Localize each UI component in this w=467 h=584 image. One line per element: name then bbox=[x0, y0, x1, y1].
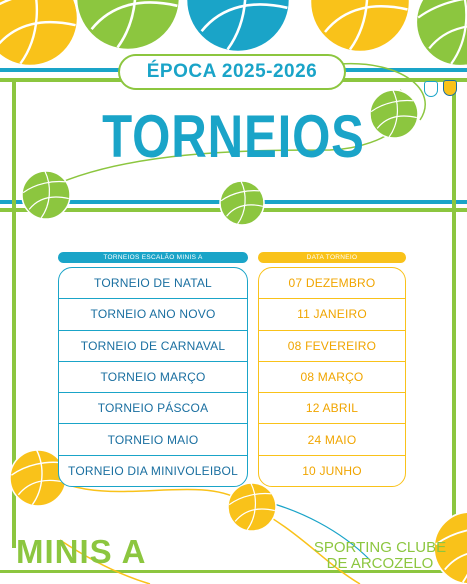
tournament-row: TORNEIO MAIO bbox=[59, 424, 247, 455]
season-label: ÉPOCA 2025-2026 bbox=[146, 61, 318, 82]
tournament-row: TORNEIO ANO NOVO bbox=[59, 299, 247, 330]
volleyball-icon bbox=[220, 181, 264, 225]
club-crest-icon bbox=[424, 81, 438, 97]
season-pill bbox=[118, 54, 346, 90]
date-column-header: DATA TORNEIO bbox=[258, 252, 406, 263]
date-row: 08 FEVEREIRO bbox=[259, 331, 405, 362]
date-list bbox=[258, 267, 406, 487]
tournament-row: TORNEIO PÁSCOA bbox=[59, 393, 247, 424]
tournament-row: TORNEIO DE CARNAVAL bbox=[59, 331, 247, 362]
volleyball-icon bbox=[186, 0, 290, 52]
volleyball-icon bbox=[228, 483, 276, 531]
date-row: 07 DEZEMBRO bbox=[259, 268, 405, 299]
volleyball-icon bbox=[22, 171, 70, 219]
club-crest-icon bbox=[443, 80, 457, 96]
page-title: TORNEIOS bbox=[102, 103, 365, 170]
team-name: MINIS A bbox=[16, 533, 147, 570]
date-row: 12 ABRIL bbox=[259, 393, 405, 424]
tournament-row: TORNEIO DE NATAL bbox=[59, 268, 247, 299]
tournament-row: TORNEIO MARÇO bbox=[59, 362, 247, 393]
tournament-row: TORNEIO DIA MINIVOLEIBOL bbox=[68, 464, 238, 479]
tournament-list bbox=[58, 267, 248, 487]
date-row: 24 MAIO bbox=[259, 424, 405, 455]
frame-line bbox=[12, 200, 16, 212]
tournament-column-header: TORNEIOS ESCALÃO MINIS A bbox=[58, 252, 248, 263]
volleyball-icon bbox=[0, 0, 78, 66]
date-row: 10 JUNHO bbox=[302, 464, 362, 479]
volleyball-icon bbox=[416, 0, 467, 66]
date-row: 11 JANEIRO bbox=[259, 299, 405, 330]
club-name-line1: SPORTING CLUBE bbox=[313, 539, 447, 556]
club-name bbox=[300, 540, 460, 572]
date-row: 08 MARÇO bbox=[259, 362, 405, 393]
volleyball-icon bbox=[76, 0, 180, 50]
frame-line bbox=[452, 78, 456, 548]
club-name-line2: DE ARCOZELO bbox=[326, 555, 434, 572]
volleyball-icon bbox=[310, 0, 410, 52]
